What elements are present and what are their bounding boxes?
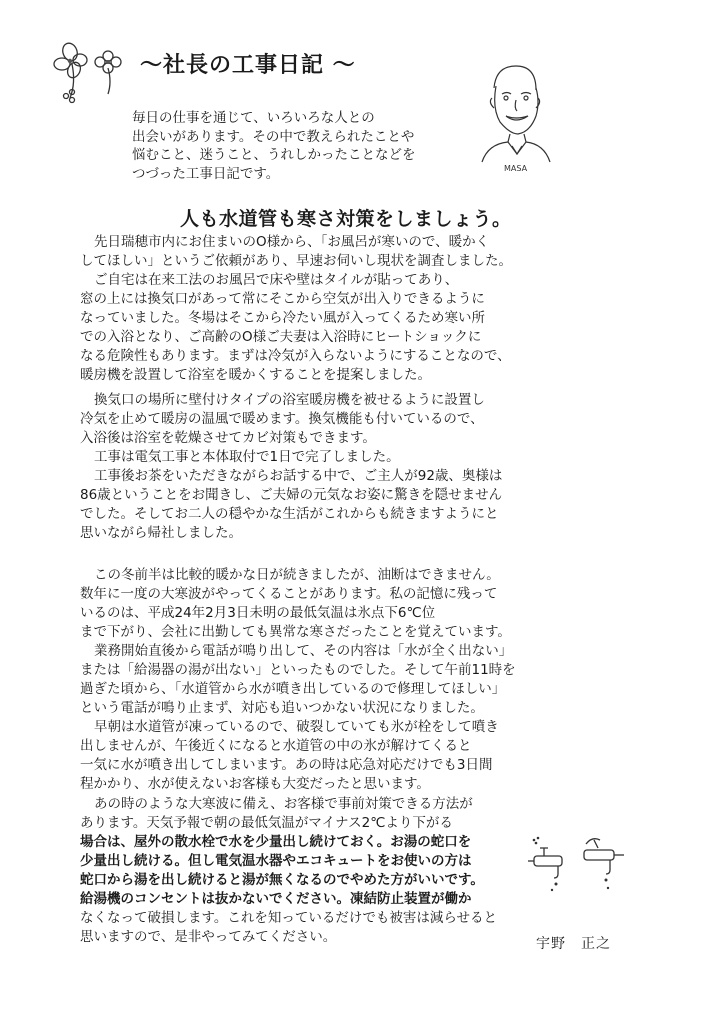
paragraph-line: いるのは、平成24年2月3日未明の最低気温は氷点下6℃位 xyxy=(80,605,436,621)
paragraph-line: での入浴となり、ご高齢のO様ご夫妻は入浴時にヒートショックに xyxy=(80,329,482,345)
paragraph-line: 思いながら帰社しました。 xyxy=(80,525,242,541)
paragraph-line: 早朝は水道管が凍っているので、破裂していても氷が栓をして噴き xyxy=(94,719,499,735)
portrait-signature: MASA xyxy=(504,164,528,173)
paragraph-line: 少量出し続ける。但し電気温水器やエコキュートをお使いの方は xyxy=(80,853,472,869)
paragraph-line: 給湯機のコンセントは抜かないでください。凍結防止装置が働か xyxy=(80,891,472,907)
paragraph-line: 程かかり、水が使えないお客様も大変だったと思います。 xyxy=(80,776,430,792)
paragraph-line: 業務開始直後から電話が鳴り出して、その内容は「水が全く出ない」 xyxy=(94,643,513,659)
president-portrait-icon xyxy=(474,58,554,174)
intro-line: 毎日の仕事を通じて、いろいろな人との xyxy=(132,110,375,126)
paragraph-line: 入浴後は浴室を乾燥させてカビ対策もできます。 xyxy=(80,430,376,446)
paragraph-line: あの時のような大寒波に備え、お客様で事前対策できる方法が xyxy=(94,796,473,812)
paragraph-line: 数年に一度の大寒波がやってくることがあります。私の記憶に残って xyxy=(80,586,498,602)
paragraph-line: あります。天気予報で朝の最低気温がマイナス2℃より下がる xyxy=(80,815,453,831)
paragraph-line: 先日瑞穂市内にお住まいのO様から、「お風呂が寒いので、暖かく xyxy=(94,234,490,250)
paragraph-line: 換気口の場所に壁付けタイプの浴室暖房機を被せるように設置し xyxy=(94,392,485,408)
paragraph-line: なくなって破損します。これを知っているだけでも被害は減らせると xyxy=(80,910,498,926)
article-paragraph xyxy=(80,566,640,794)
intro-line: つづった工事日記です。 xyxy=(132,165,280,182)
paragraph-line: なっていました。冬場はそこから冷たい風が入ってくるため寒い所 xyxy=(80,310,485,326)
paragraph-line: 工事後お茶をいただきながらお話する中で、ご主人が92歳、奥様は xyxy=(94,468,503,484)
paragraph-line: 場合は、屋外の散水栓で水を少量出し続けておく。お湯の蛇口を xyxy=(80,834,472,850)
paragraph-line: 工事は電気工事と本体取付で1日で完了しました。 xyxy=(94,449,400,465)
paragraph-line: 86歳ということをお聞きし、ご夫婦の元気なお姿に驚きを隠せません xyxy=(80,487,503,503)
intro-line: 出会いがあります。その中で教えられたことや xyxy=(132,128,415,145)
intro-line: 悩むこと、迷うこと、うれしかったことなどを xyxy=(132,147,416,163)
paragraph-line: ご自宅は在来工法のお風呂で床や壁はタイルが貼ってあり、 xyxy=(94,272,459,288)
paragraph-line: 冷気を止めて暖房の温風で暖めます。換気機能も付いているので、 xyxy=(80,411,484,427)
paragraph-line: 過ぎた頃から、「水道管から水が噴き出しているので修理してほしい」 xyxy=(80,681,506,697)
paragraph-line: 暖房機を設置して浴室を暖かくすることを提案しました。 xyxy=(80,367,431,383)
intro-text xyxy=(132,109,462,183)
paragraph-line: 出しませんが、午後近くになると水道管の中の氷が解けてくると xyxy=(80,738,472,754)
paragraph-line: まで下がり、会社に出勤しても異常な寒さだったことを覚えています。 xyxy=(80,624,511,640)
paragraph-line: してほしい」というご依頼があり、早速お伺いし現状を調査しました。 xyxy=(80,253,512,269)
paragraph-line: 一気に水が噴き出してしまいます。あの時は応急対応だけでも3日間 xyxy=(80,757,493,773)
paragraph-line: 窓の上には換気口があって常にそこから空気が出入りできるように xyxy=(80,291,485,307)
faucet-icon xyxy=(528,834,628,896)
article-paragraph xyxy=(80,233,640,385)
paragraph-line: 思いますので、是非やってみてください。 xyxy=(80,929,337,945)
paragraph-line: でした。そしてお二人の穏やかな生活がこれからも続きますようにと xyxy=(80,506,499,522)
article-paragraph xyxy=(80,391,640,543)
author-signature: 宇野 正之 xyxy=(536,936,611,952)
clover-icon xyxy=(52,38,142,108)
paragraph-line: 蛇口から湯を出し続けると湯が無くなるのでやめた方がいいです。 xyxy=(80,872,484,888)
paragraph-line: この冬前半は比較的暖かな日が続きましたが、油断はできません。 xyxy=(94,567,500,583)
page-title: 〜社長の工事日記 〜 xyxy=(140,53,356,78)
paragraph-line: なる危険性もあります。まずは冷気が入らないようにすることなので、 xyxy=(80,348,511,364)
paragraph-line: という電話が鳴り止まず、対応も追いつかない状況になりました。 xyxy=(80,700,484,716)
paragraph-line: または「給湯器の湯が出ない」といったものでした。そして午前11時を xyxy=(80,662,516,678)
article-headline: 人も水道管も寒さ対策をしましょう。 xyxy=(180,208,512,230)
